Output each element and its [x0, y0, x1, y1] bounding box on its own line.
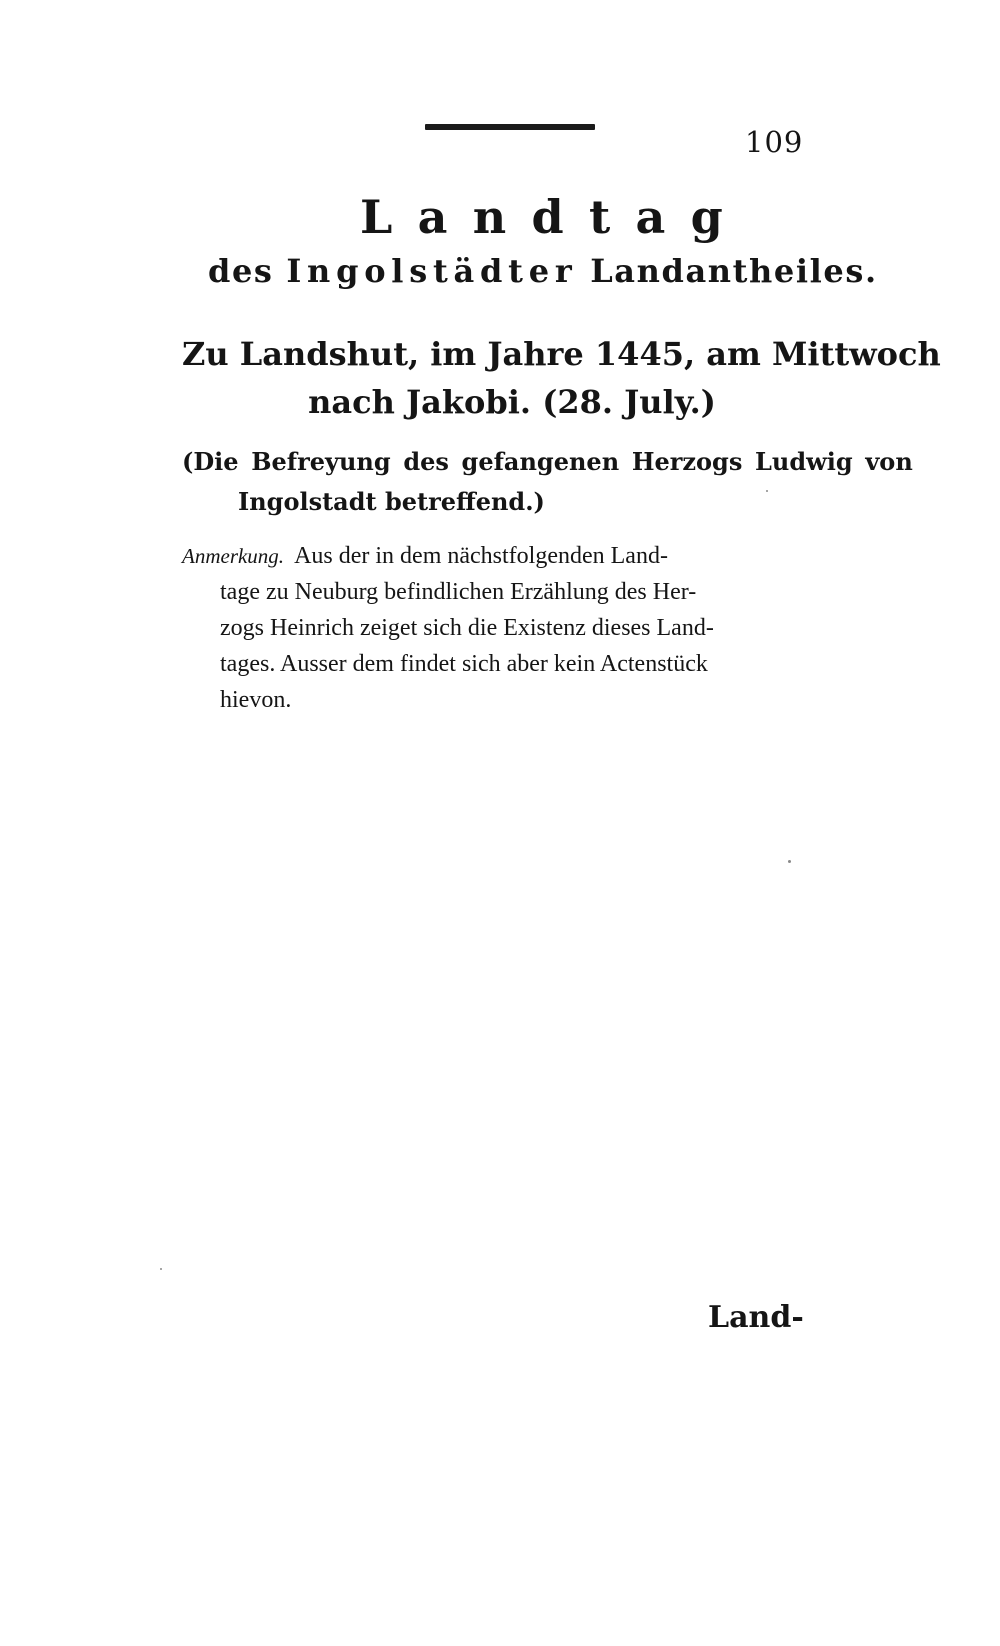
header-rule — [425, 124, 595, 130]
note-text-line: zogs Heinrich zeiget sich die Existenz dieses Land- — [220, 615, 714, 641]
annotation-note — [182, 538, 832, 718]
note-text-line: tage zu Neuburg befindlichen Erzählung des Her- — [220, 579, 697, 605]
catchword: Land- — [708, 1300, 804, 1335]
note-text-line: tages. Ausser dem findet sich aber kein Actenstück — [220, 651, 708, 677]
paper-speck — [788, 860, 791, 863]
place-date-line-2: nach Jakobi. (28. July.) — [308, 383, 716, 421]
note-text-line: Aus der in dem nächstfolgenden Land- — [294, 543, 668, 569]
page-number: 109 — [745, 125, 804, 159]
note-line-1 — [182, 538, 832, 574]
subtitle-spaced-word: Ingolstädter — [286, 252, 578, 290]
note-label: Anmerkung. — [182, 544, 285, 568]
page-title: Landtag — [360, 190, 749, 244]
page-subtitle — [208, 252, 878, 290]
place-date-line-1: Zu Landshut, im Jahre 1445, am Mittwoch — [182, 335, 941, 373]
paper-speck — [160, 1268, 162, 1270]
subject-line-2: Ingolstadt betreffend.) — [238, 487, 545, 516]
subject-heading — [182, 442, 913, 522]
place-date-heading — [182, 330, 941, 426]
subject-line-1: (Die Befreyung des gefangenen Herzogs Ludwig von — [182, 447, 913, 476]
subtitle-suffix: Landantheiles. — [590, 252, 878, 290]
subtitle-prefix: des — [208, 252, 274, 290]
paper-speck — [766, 490, 768, 492]
note-text-line: hievon. — [220, 687, 292, 713]
